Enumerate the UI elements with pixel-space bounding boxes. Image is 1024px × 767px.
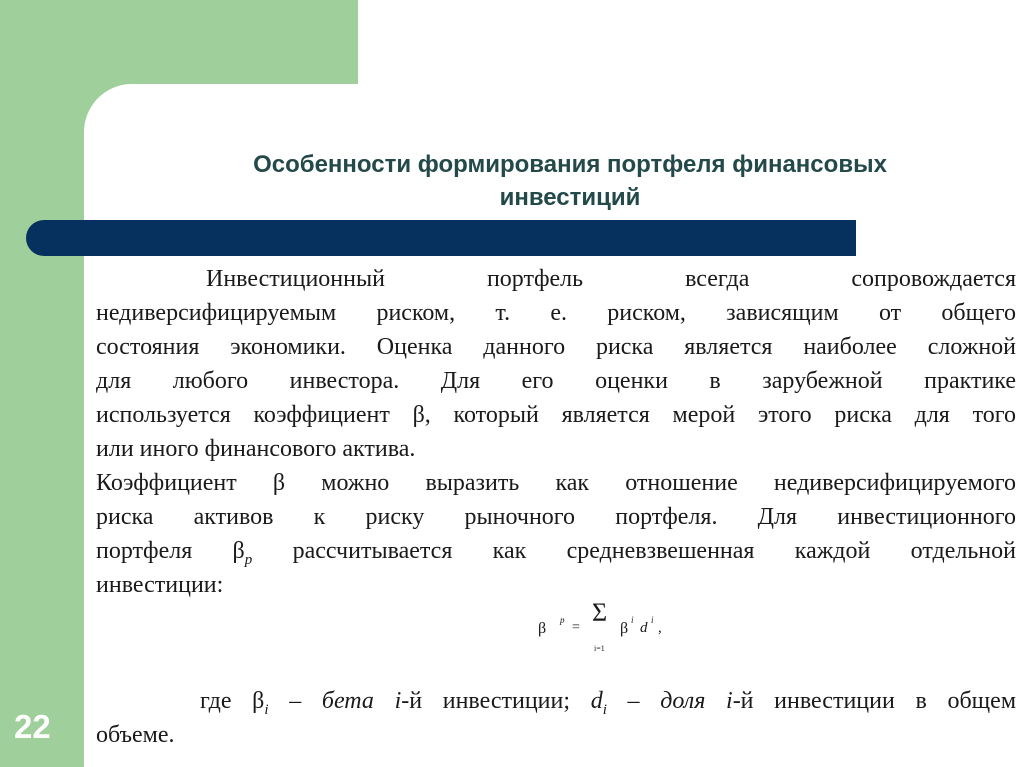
note-beta-word: бета	[321, 688, 395, 714]
para1-line2: недиверсифицируемым риском, т. е. риском, зависящим от общего	[96, 300, 1016, 326]
para1-line6: или иного финансового актива.	[96, 436, 416, 462]
note-d-italic: d	[590, 688, 603, 714]
formula-sup-i2: i	[651, 615, 654, 625]
para2-line3-pre: портфеля β	[96, 538, 245, 564]
formula-sup-i: i	[631, 615, 634, 625]
para1-line3: состояния экономики. Оценка данного риска является наиболее сложной	[96, 334, 1016, 360]
para2-line2: риска активов к риску рыночного портфеля. Для инвестиционного	[96, 504, 1016, 530]
para1-word1: Инвестиционный	[206, 266, 385, 292]
left-green-band	[0, 0, 84, 767]
para1-word3: всегда	[685, 266, 750, 292]
formula-sub-i1: i=1	[594, 644, 605, 653]
note-i-italic: i	[394, 688, 402, 714]
para1-line4: для любого инвестора. Для его оценки в зарубежной практике	[96, 368, 1016, 394]
para2-line3	[96, 534, 1016, 568]
note-i-italic2: i	[726, 688, 733, 714]
formula-beta: β	[538, 620, 547, 637]
top-green-band	[84, 0, 358, 84]
page-number: 22	[14, 708, 51, 745]
note-line2: объеме.	[96, 722, 175, 748]
para2-line4: инвестиции:	[96, 572, 224, 598]
beta-formula	[538, 598, 738, 662]
note-dash1: –	[268, 688, 322, 714]
note-invest-text: -й инвестиции;	[401, 688, 591, 714]
para1-line1	[96, 262, 1016, 296]
note-dash2: –	[606, 688, 661, 714]
formula-equals: =	[572, 620, 580, 635]
note-gde: где β	[200, 688, 265, 714]
note-rest: -й инвестиции в общем	[732, 688, 1016, 714]
para1-word4: сопровождается	[851, 266, 1016, 292]
slide-title-line-2: инвестиций	[499, 184, 641, 211]
formula-sigma: Σ	[592, 598, 608, 627]
beta-p-subscript: p	[244, 551, 253, 568]
formula-d: d	[640, 620, 648, 636]
para2-line3-post: рассчитывается как средневзвешенная каждой отдельной	[252, 538, 1016, 564]
para1-line5: используется коэффициент β, который является мерой этого риска для того	[96, 402, 1016, 428]
note-dolya: доля	[660, 688, 727, 714]
formula-comma: ,	[658, 620, 662, 636]
para2-line1: Коэффициент β можно выразить как отношение недиверсифицируемого	[96, 470, 1016, 496]
formula-beta-i: β	[620, 620, 629, 637]
slide-title	[140, 148, 1000, 214]
body-text	[96, 262, 1016, 752]
note-sub-i: i	[264, 701, 269, 718]
note-sub-i2: i	[602, 701, 607, 718]
slide-title-line-1: Особенности формирования портфеля финансовых	[253, 151, 887, 178]
formula-sup-p: p	[560, 615, 565, 625]
title-underline-bar	[26, 220, 856, 256]
note-line1	[96, 684, 1016, 718]
para1-word2: портфель	[486, 266, 584, 292]
